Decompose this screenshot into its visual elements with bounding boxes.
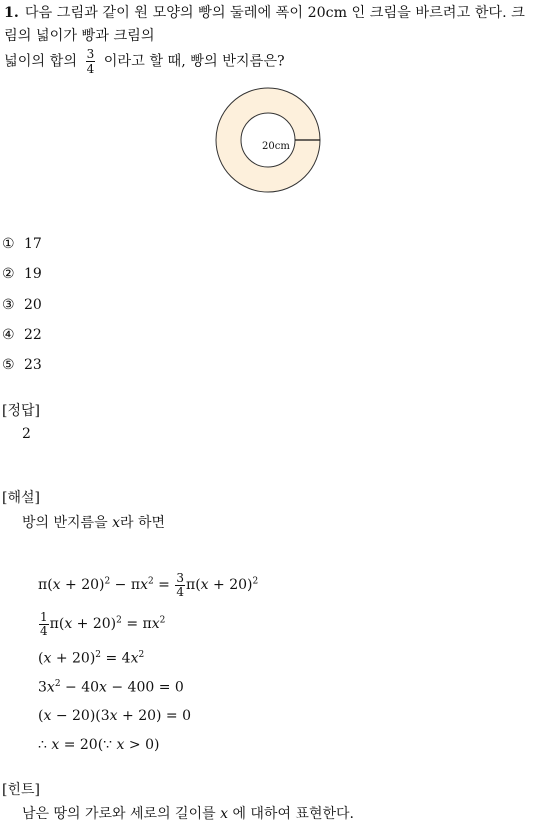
fraction-numerator: 3	[86, 47, 95, 61]
inner-bread-circle	[241, 113, 295, 167]
option-4[interactable]	[2, 327, 42, 343]
hint-text	[22, 803, 354, 823]
question-text-part2: 넓이의 합의	[4, 53, 78, 70]
hint-heading: [힌트]	[2, 782, 40, 798]
option-2[interactable]	[2, 266, 42, 282]
question-text	[4, 2, 532, 75]
option-5[interactable]	[2, 357, 42, 373]
option-mark: ④	[2, 327, 15, 343]
question-text-part1: 다음 그림과 같이 원 모양의 빵의 둘레에 폭이 20cm 인 크림을 바르려고 한다. 크림의 넓이가 빵과 크림의	[4, 5, 525, 44]
hint-text-2: 에 대하여 표현한다.	[232, 806, 354, 822]
option-mark: ③	[2, 297, 15, 313]
option-value: 23	[24, 357, 42, 373]
fraction-denominator: 4	[86, 62, 95, 76]
option-value: 17	[24, 236, 42, 252]
math-step-2: $\frac{1}{4}$ $\pi(x + 20)^2 = \pi x^2$	[40, 610, 166, 638]
answer-value: 2	[22, 426, 31, 442]
intro-variable: x	[112, 515, 120, 531]
option-value: 22	[24, 327, 42, 343]
hint-variable: x	[220, 806, 228, 822]
math-step-4: $3x^2 - 40x - 400 = 0$	[38, 679, 184, 696]
width-label: 20cm	[262, 141, 290, 152]
math-step-1: $\pi(x + 20)^2 - \pi x^2$ = $\frac{3}{4}$ $\pi(x + 20)^2$	[38, 571, 259, 599]
math-step-6: ∴ x = 20(∵ x > 0)	[38, 737, 160, 753]
option-value: 20	[24, 297, 42, 313]
explanation-heading: [해설]	[2, 490, 40, 506]
option-mark: ⑤	[2, 357, 15, 373]
option-value: 19	[24, 266, 42, 282]
option-3[interactable]	[2, 297, 42, 313]
question-fraction	[86, 48, 96, 75]
question-number: 1.	[4, 5, 19, 21]
option-mark: ①	[2, 236, 15, 252]
option-1[interactable]	[2, 236, 42, 252]
hint-text-1: 남은 땅의 가로와 세로의 길이를	[22, 806, 216, 822]
intro-text-2: 라 하면	[119, 515, 165, 531]
intro-text-1: 방의 반지름을	[22, 515, 108, 531]
math-step-3: $(x + 20)^2 = 4x^2$	[38, 650, 145, 667]
option-mark: ②	[2, 266, 15, 282]
math-step-5: (x − 20)(3x + 20) = 0	[38, 708, 192, 724]
explanation-intro	[22, 512, 165, 532]
question-text-part3: 이라고 할 때, 빵의 반지름은?	[103, 53, 285, 70]
answer-heading: [정답]	[2, 403, 40, 419]
bread-cream-figure	[210, 82, 326, 198]
